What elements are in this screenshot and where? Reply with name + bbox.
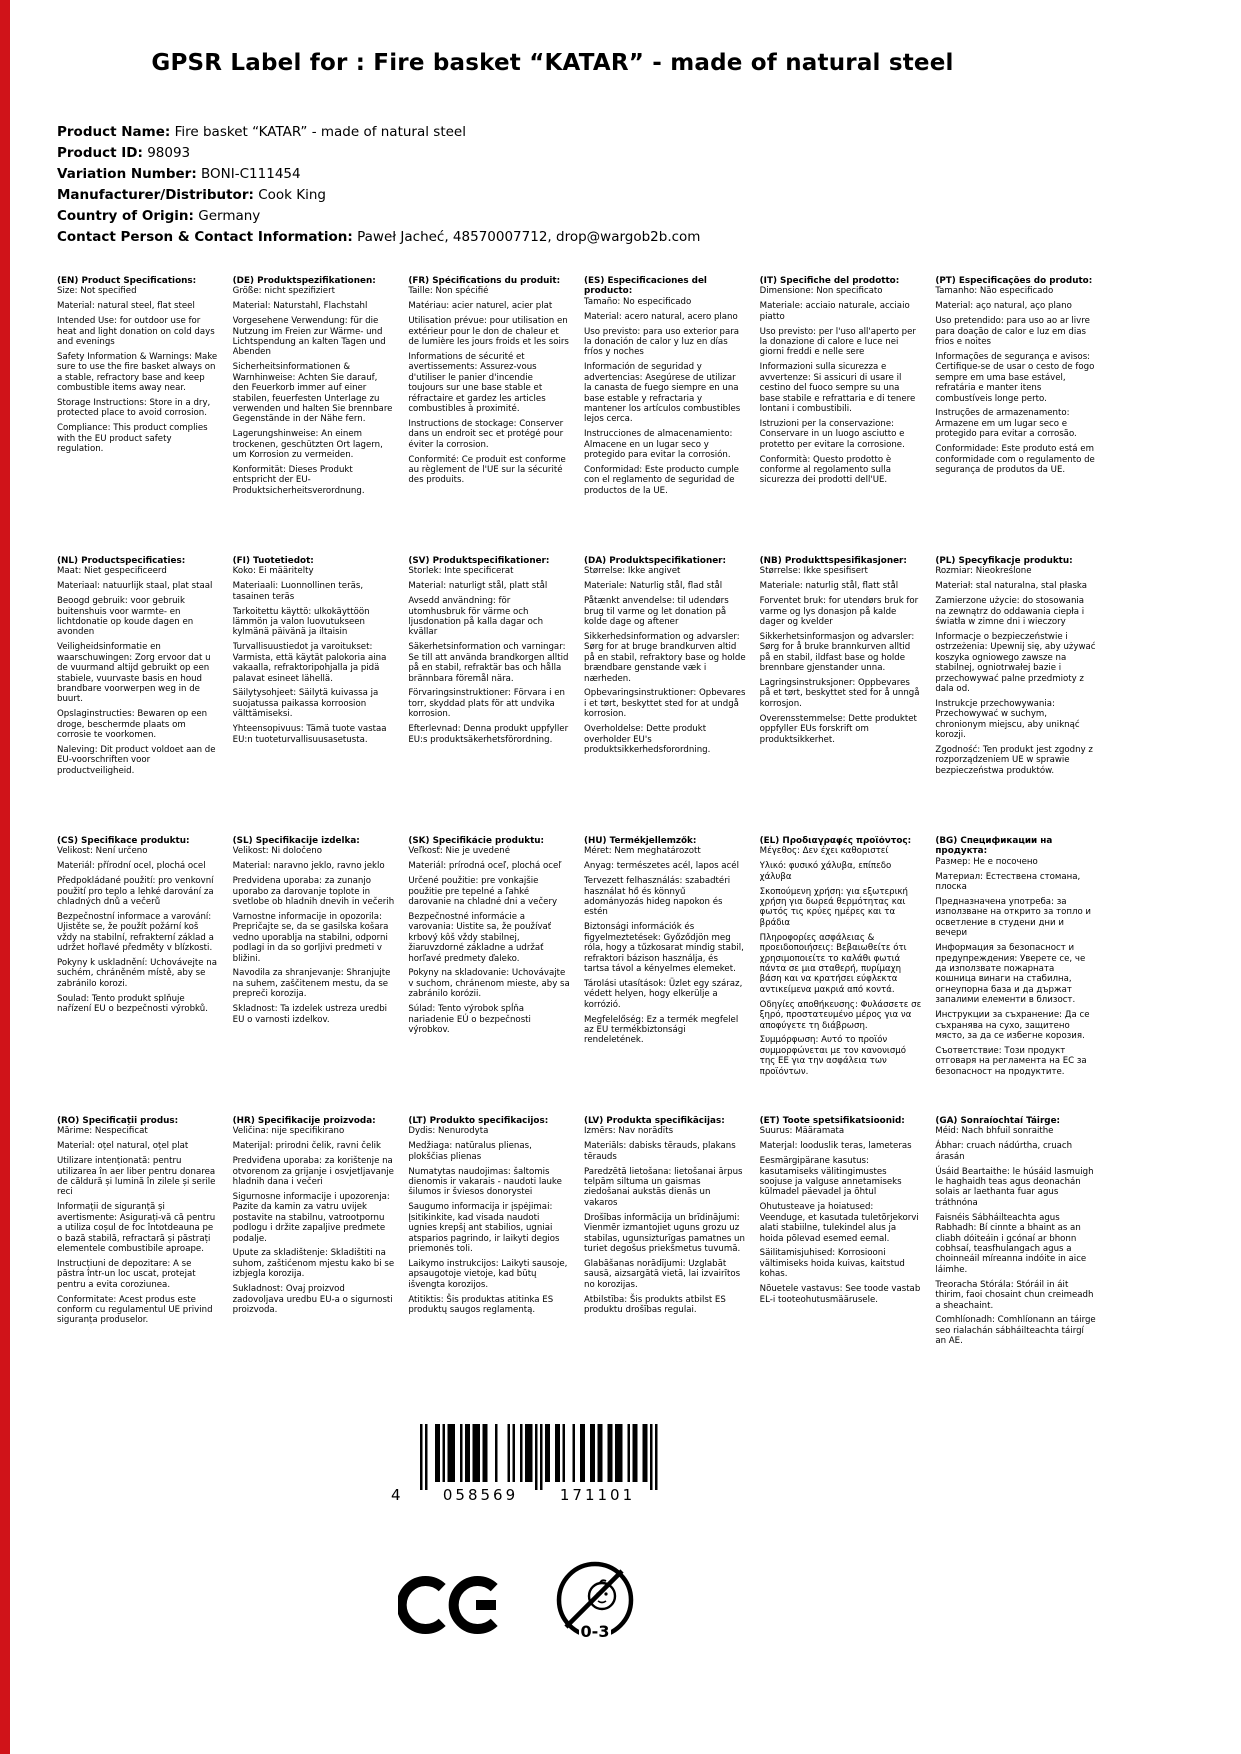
- section-paragraph: Utilizare intenționată: pentru utilizarea în aer liber pentru donarea de căldură și lumină în zilele și serile reci: [57, 1156, 216, 1198]
- manufacturer-value: Cook King: [258, 187, 326, 203]
- section-paragraph: Eesmärgipärane kasutus: kasutamiseks välitingimustes soojuse ja valguse annetamiseks külmadel päevadel ja õhtul: [759, 1156, 902, 1198]
- section-paragraph: Beoogd gebruik: voor gebruik buitenshuis voor warmte- en lichtdonatie op koude dagen en avonden: [57, 596, 194, 638]
- section-paragraph: Materiál: prírodná oceľ, plochá oceľ: [408, 861, 562, 872]
- section-paragraph: Size: Not specified: [57, 286, 137, 297]
- section-paragraph: Påtænkt anvendelse: til udendørs brug til varme og let donation på kolde dage og aftener: [584, 596, 729, 628]
- section-paragraph: Intended Use: for outdoor use for heat and light donation on cold days and evenings: [57, 316, 215, 348]
- product-name-value: Fire basket “KATAR” - made of natural steel: [174, 124, 466, 140]
- section-paragraph: Izmērs: Nav norādīts: [584, 1126, 674, 1137]
- section-paragraph: Säilytysohjeet: Säilytä kuivassa ja suojatussa paikassa korroosion välttämiseksi.: [232, 688, 379, 720]
- section-paragraph: Sikkerhetsinformasjon og advarsler: Sørg for å bruke brannkurven alltid på en stabil, ildfast base og holde brennbare gjenstander unna.: [759, 631, 915, 674]
- section-paragraph: Mărime: Nespecificat: [57, 1126, 148, 1137]
- section-paragraph: Conformité: Ce produit est conforme au règlement de l'UE sur la sécurité des produits.: [408, 454, 566, 486]
- section-title: (NL) Productspecificaties:: [57, 556, 186, 566]
- language-section-cs: [57, 836, 219, 1116]
- language-section-nb: [760, 556, 922, 836]
- section-paragraph: Upute za skladištenje: Skladištiti na suhom, zaštićenom mjestu kako bi se izbjegla korozija.: [232, 1248, 395, 1280]
- section-paragraph: Avsedd användning: för utomhusbruk för värme och ljusdonation på kalla dagar och kvällar: [408, 596, 544, 638]
- section-paragraph: Ohutusteave ja hoiatused: Veenduge, et kasutada tuletõrjekorvi alati stabiilne, tulekindel alus ja hoida põlevad esemed eemal.: [759, 1202, 919, 1244]
- section-paragraph: Veľkosť: Nie je uvedené: [408, 846, 510, 857]
- section-paragraph: Materiál: přírodní ocel, plochá ocel: [57, 861, 206, 872]
- ce-mark-icon: [398, 1574, 502, 1636]
- section-paragraph: Informazioni sulla sicurezza e avvertenze: Si assicuri di usare il cestino del fuoco sempre su una base stabile e refrattaria e di tenere lontani i combustibili.: [759, 362, 916, 414]
- language-section-fr: [408, 276, 570, 556]
- section-paragraph: Nõuetele vastavus: See toode vastab EL-i tooteohutusmäärusele.: [759, 1284, 921, 1305]
- section-paragraph: Varnostne informacije in opozorila: Prepričajte se, da se gasilska košara vedno uporablja na stabilni, odporni podlagi in da so gorljivi predmeti v bližini.: [232, 911, 389, 964]
- section-paragraph: Säilitamisjuhised: Korrosiooni vältimiseks hoida kuivas, kaitstud kohas.: [759, 1248, 905, 1280]
- section-title: (EN) Product Specifications:: [57, 276, 197, 286]
- section-paragraph: Paredzētā lietošana: lietošanai ārpus telpām siltuma un gaismas ziedošanai aukstās dienās un vakaros: [584, 1166, 743, 1208]
- section-paragraph: Förvaringsinstruktioner: Förvara i en torr, skyddad plats för att undvika korrosion.: [408, 688, 565, 720]
- section-paragraph: Størrelse: Ikke spesifisert: [759, 566, 868, 577]
- section-paragraph: Instruções de armazenamento: Armazene em um lugar seco e protegido para evitar a corrosão.: [935, 408, 1077, 440]
- section-paragraph: Informații de siguranță și avertismente: Asigurați-vă că pentru a utiliza coșul de foc întotdeauna pe o bază stabilă, refractară și păstrați elementele combustibile aproape.: [57, 1202, 216, 1254]
- section-paragraph: Material: naravno jeklo, ravno jeklo: [232, 861, 385, 872]
- section-paragraph: Материал: Естествена стомана, плоска: [935, 871, 1081, 893]
- section-paragraph: Materiale: Naturlig stål, flad stål: [584, 581, 723, 592]
- section-paragraph: Treoracha Stórála: Stóráil in áit thirim, faoi chosaint chun creimeadh a sheachaint.: [935, 1279, 1094, 1311]
- contact-value: Paweł Jacheć, 48570007712, drop@wargob2b.com: [357, 229, 701, 245]
- section-title: (HR) Specifikacije proizvoda:: [232, 1116, 376, 1126]
- section-paragraph: Určené použitie: pre vonkajšie použitie pre tepelné a ľahké darovanie na chladné dni a večery: [408, 876, 558, 908]
- section-paragraph: Materiaal: natuurlijk staal, plat staal: [57, 581, 213, 592]
- language-section-bg: [935, 836, 1097, 1116]
- section-paragraph: Instrucțiuni de depozitare: A se păstra într-un loc uscat, protejat pentru a evita coroziunea.: [57, 1258, 196, 1290]
- section-title: (LV) Produkta specifikācijas:: [584, 1116, 725, 1126]
- section-paragraph: Bezpečnostní informace a varování: Ujistěte se, že použít požární koš vždy na stabilní, refrakterní základ a udržet hořlavé předměty v blízkosti.: [57, 911, 214, 954]
- section-paragraph: Yhteensopivuus: Tämä tuote vastaa EU:n tuoteturvallisuusasetusta.: [232, 724, 387, 745]
- section-paragraph: Uso previsto: para uso exterior para la donación de calor y luz en días fríos y noches: [584, 326, 740, 358]
- section-paragraph: Съответствие: Този продукт отговаря на регламента на ЕС за безопасност на продуктите.: [935, 1045, 1087, 1077]
- section-title: (IT) Specifiche del prodotto:: [759, 276, 900, 286]
- product-info-row: [57, 164, 700, 185]
- section-paragraph: Predviđena uporaba: za korištenje na otvorenom za grijanje i osvjetljavanje hladnih dana i večeri: [232, 1156, 394, 1188]
- section-title: (FR) Spécifications du produit:: [408, 276, 561, 286]
- section-paragraph: Conformità: Questo prodotto è conforme al regolamento sulla sicurezza dei prodotti dell'UE.: [759, 454, 892, 486]
- section-paragraph: Instrukcje przechowywania: Przechowywać w suchym, chronionym miejscu, aby uniknąć korozji.: [935, 698, 1080, 741]
- ean-barcode: [420, 1424, 660, 1491]
- section-paragraph: Информация за безопасност и предупреждения: Уверете се, че да използвате пожарната кошница винаги на стабилна, огнеупорна база и да държат запалими елементи в близост.: [935, 943, 1086, 1006]
- language-section-sk: [408, 836, 570, 1116]
- section-paragraph: Instrucciones de almacenamiento: Almacene en un lugar seco y protegido para evitar la corrosión.: [584, 429, 733, 461]
- country-of-origin-value: Germany: [198, 208, 261, 224]
- section-paragraph: Safety Information & Warnings: Make sure to use the fire basket always on a stable, refractory base and keep combustible items away near.: [57, 351, 218, 394]
- section-paragraph: Material: natural steel, flat steel: [57, 301, 195, 312]
- section-paragraph: Инструкции за съхранение: Да се съхранява на сухо, защитено място, за да се избегне корозия.: [935, 1010, 1090, 1041]
- language-section-ga: [935, 1116, 1097, 1396]
- product-info-row: [57, 206, 700, 227]
- section-paragraph: Súlad: Tento výrobok spĺňa nariadenie EÚ o bezpečnosti výrobkov.: [408, 1004, 531, 1035]
- section-paragraph: Предназначена употреба: за използване на открито за топло и осветление в студени дни и вечери: [935, 897, 1092, 939]
- contact-label: Contact Person & Contact Information:: [57, 229, 353, 245]
- section-paragraph: Comhlíonadh: Comhlíonann an táirge seo rialachán sábháilteachta táirgí an AE.: [935, 1315, 1096, 1347]
- product-info-row: [57, 122, 700, 143]
- section-title: (PL) Specyfikacje produktu:: [935, 556, 1073, 566]
- section-paragraph: Velikost: Není určeno: [57, 846, 148, 857]
- product-name-label: Product Name:: [57, 124, 171, 140]
- section-paragraph: Suurus: Määramata: [759, 1126, 845, 1137]
- language-section-pt: [935, 276, 1097, 556]
- section-paragraph: Размер: Не е посочено: [935, 856, 1038, 867]
- section-title: (ES) Especificaciones del producto:: [584, 276, 707, 297]
- section-paragraph: Sikkerhedsinformation og advarsler: Sørg for at bruge brandkurven altid på en stabil, refraktory base og holde brændbare genstande væk i nærheden.: [584, 631, 746, 684]
- section-paragraph: Méid: Nach bhfuil sonraithe: [935, 1126, 1054, 1137]
- section-paragraph: Material: aço natural, aço plano: [935, 301, 1072, 312]
- barcode-digit-group: 058569: [442, 1486, 519, 1504]
- section-paragraph: Numatytas naudojimas: šaltomis dienomis ir vakarais - naudoti lauke šilumos ir šviesos donorystei: [408, 1166, 562, 1198]
- section-paragraph: Rozmiar: Nieokreślone: [935, 566, 1032, 577]
- section-paragraph: Tamanho: Não especificado: [935, 286, 1054, 297]
- section-paragraph: Turvallisuustiedot ja varoitukset: Varmista, että käytät palokoria aina vakaalla, refraktoripohjalla ja pidä palavat esineet lähellä.: [232, 642, 387, 684]
- section-paragraph: Pokyny na skladovanie: Uchovávajte v suchom, chránenom mieste, aby sa zabránilo korózii.: [408, 968, 570, 1000]
- section-paragraph: Předpokládané použití: pro venkovní použití pro teplo a lehké darování za chladných dnů a večerů: [57, 876, 214, 908]
- section-paragraph: Medžiaga: natūralus plienas, plokščias plienas: [408, 1141, 532, 1162]
- section-paragraph: Istruzioni per la conservazione: Conservare in un luogo asciutto e protetto per evitare la corrosione.: [759, 418, 905, 450]
- section-title: (DE) Produktspezifikationen:: [232, 276, 376, 286]
- language-section-fi: [233, 556, 395, 836]
- barcode-digit-group: 171101: [559, 1486, 636, 1504]
- product-info-row: [57, 185, 700, 206]
- variation-number-value: BONI-C111454: [201, 166, 301, 182]
- age-warning-text: 0-3: [580, 1622, 610, 1641]
- section-paragraph: Forventet bruk: for utendørs bruk for varme og lys donasjon på kalde dager og kvelder: [759, 596, 919, 628]
- section-title: (EL) Προδιαγραφές προϊόντος:: [759, 836, 912, 846]
- section-title: (SV) Produktspecifikationer:: [408, 556, 550, 566]
- section-title: (PT) Especificações do produto:: [935, 276, 1093, 286]
- section-paragraph: Navodila za shranjevanje: Shranjujte na suhem, zaščitenem mestu, da se prepreči korozija.: [232, 968, 391, 1000]
- page-title: GPSR Label for : Fire basket “KATAR” - made of natural steel: [151, 50, 954, 76]
- product-id-value: 98093: [147, 145, 191, 161]
- section-paragraph: Materiale: naturlig stål, flatt stål: [759, 581, 899, 592]
- section-paragraph: Sicherheitsinformationen & Warnhinweise: Achten Sie darauf, den Feuerkorb immer auf einer stabilen, feuerfesten Unterlage zu verwenden und halten Sie brennbare Gegenstände in der Nähe fern.: [232, 362, 393, 425]
- section-paragraph: Lagerungshinweise: An einem trockenen, geschützten Ort lagern, um Korrosion zu vermeiden.: [232, 429, 383, 461]
- section-title: (FI) Tuotetiedot:: [232, 556, 314, 566]
- language-section-da: [584, 556, 746, 836]
- section-title: (SL) Specifikacije izdelka:: [232, 836, 360, 846]
- section-paragraph: Predvidena uporaba: za zunanjo uporabo za darovanje toplote in svetlobe ob hladnih dnevih in večerih: [232, 876, 395, 908]
- variation-number-label: Variation Number:: [57, 166, 197, 182]
- section-paragraph: Materiał: stal naturalna, stal płaska: [935, 581, 1088, 592]
- section-paragraph: Soulad: Tento produkt splňuje nařízení EU o bezpečnosti výrobků.: [57, 993, 208, 1015]
- section-paragraph: Úsáid Beartaithe: le húsáid lasmuigh le haghaidh teas agus deonachán solais ar laethanta fuar agus tráthnóna: [935, 1166, 1094, 1208]
- section-paragraph: Utilisation prévue: pour utilisation en extérieur pour le don de chaleur et de lumière les jours froids et les soirs: [408, 316, 569, 348]
- section-paragraph: Informações de segurança e avisos: Certifique-se de usar o cesto de fogo sempre em uma base estável, refratária e manter itens combustíveis longe perto.: [935, 351, 1095, 404]
- section-paragraph: Konformität: Dieses Produkt entspricht der EU-Produktsicherheitsverordnung.: [232, 465, 365, 496]
- section-paragraph: Conformitate: Acest produs este conform cu regulamentul UE privind siguranța produselor.: [57, 1294, 213, 1326]
- section-paragraph: Materiāls: dabisks tērauds, plakans tērauds: [584, 1141, 736, 1162]
- section-paragraph: Drošības informācija un brīdinājumi: Vienmēr izmantojiet uguns grozu uz stabilas, ugunsizturīgas pamatnes un turiet degošus priekšmetus tuvumā.: [584, 1212, 745, 1254]
- product-info-row: [57, 143, 700, 164]
- section-title: (RO) Specificații produs:: [57, 1116, 179, 1126]
- section-paragraph: Efterlevnad: Denna produkt uppfyller EU:s produktsäkerhetsförordning.: [408, 724, 569, 745]
- section-paragraph: Materjal: looduslik teras, lameteras: [759, 1141, 912, 1152]
- section-paragraph: Οδηγίες αποθήκευσης: Φυλάσσετε σε ξηρό, προστατευμένο μέρος για να αποφύγετε τη διάβρωση.: [759, 999, 922, 1031]
- section-paragraph: Maat: Niet gespecificeerd: [57, 566, 167, 577]
- section-paragraph: Säkerhetsinformation och varningar: Se till att använda brandkorgen alltid på en stabil, refraktär bas och hålla brännbara föremål nära.: [408, 642, 569, 684]
- section-paragraph: Sukladnost: Ovaj proizvod zadovoljava uredbu EU-a o sigurnosti proizvoda.: [232, 1284, 393, 1315]
- section-paragraph: Materiaali: Luonnollinen teräs, tasainen teräs: [232, 581, 364, 602]
- section-paragraph: Overholdelse: Dette produkt overholder EU's produktsikkerhedsforordning.: [584, 724, 711, 755]
- section-title: (CS) Specifikace produktu:: [57, 836, 190, 846]
- age-warning-icon: [552, 1556, 638, 1652]
- section-paragraph: Dydis: Nenurodyta: [408, 1126, 489, 1137]
- section-title: (SK) Špecifikácie produktu:: [408, 836, 545, 846]
- manufacturer-label: Manufacturer/Distributor:: [57, 187, 254, 203]
- section-paragraph: Atbilstība: Šis produkts atbilst ES produktu drošības regulai.: [584, 1294, 726, 1315]
- section-paragraph: Información de seguridad y advertencias: Asegúrese de utilizar la canasta de fuego siempre en una base estable y refractaria y mantener los artículos combustibles lejos cerca.: [584, 362, 741, 425]
- barcode-digit-group: 4: [391, 1486, 401, 1504]
- section-paragraph: Faisnéis Sábháilteachta agus Rabhadh: Bí cinnte a bhaint as an cliabh dóiteáin i gcónaí ar bhonn cobhsaí, teasfhulangach agus a choinneáil míreanna indóite in aice láimhe.: [935, 1212, 1087, 1275]
- section-paragraph: Informacje o bezpieczeństwie i ostrzeżenia: Upewnij się, aby używać koszyka ogniowego zawsze na stabilnej, ogniotrwałej bazie i przechowywać palne przedmioty z dala od.: [935, 631, 1096, 694]
- section-paragraph: Bezpečnostné informácie a varovania: Uistite sa, že používať krbový kôš vždy stabilnej, žiaruvzdorné základne a udržať horľavé predmety ďaleko.: [408, 911, 552, 964]
- section-paragraph: Størrelse: Ikke angivet: [584, 566, 681, 577]
- section-paragraph: Compliance: This product complies with the EU product safety regulation.: [57, 423, 208, 455]
- section-title: (HU) Termékjellemzők:: [584, 836, 697, 846]
- language-section-et: [760, 1116, 922, 1396]
- section-paragraph: Conformidad: Este producto cumple con el reglamento de seguridad de productos de la UE.: [584, 465, 739, 496]
- section-paragraph: Atitiktis: Šis produktas atitinka ES produktų saugos reglamentą.: [408, 1294, 554, 1315]
- section-paragraph: Opslaginstructies: Bewaren op een droge, beschermde plaats om corrosie te voorkomen.: [57, 709, 208, 741]
- section-paragraph: Instructions de stockage: Conserver dans un endroit sec et protégé pour éviter la corrosion.: [408, 418, 564, 450]
- section-paragraph: Ábhar: cruach nádúrtha, cruach árasán: [935, 1141, 1073, 1162]
- section-paragraph: Matériau: acier naturel, acier plat: [408, 301, 553, 312]
- section-title: (LT) Produkto specifikacijos:: [408, 1116, 549, 1126]
- red-accent-bar: [0, 0, 10, 1754]
- section-paragraph: Größe: nicht spezifiziert: [232, 286, 335, 297]
- section-paragraph: Laikymo instrukcijos: Laikyti sausoje, apsaugotoje vietoje, kad būtų išvengta korozijos.: [408, 1258, 568, 1290]
- section-paragraph: Μέγεθος: Δεν έχει καθοριστεί: [759, 846, 889, 857]
- section-paragraph: Zgodność: Ten produkt jest zgodny z rozporządzeniem UE w sprawie bezpieczeństwa produktów.: [935, 745, 1093, 776]
- section-paragraph: Tamaño: No especificado: [584, 296, 692, 307]
- section-paragraph: Megfelelőség: Ez a termék megfelel az EU termékbiztonsági rendeletének.: [584, 1014, 739, 1046]
- section-title: (NB) Produkttspesifikasjoner:: [759, 556, 907, 566]
- section-paragraph: Overensstemmelse: Dette produktet oppfyller EUs forskrift om produktsikkerhet.: [759, 713, 917, 745]
- language-section-es: [584, 276, 746, 556]
- language-section-lv: [584, 1116, 746, 1396]
- section-paragraph: Conformidade: Este produto está em conformidade com o regulamento de segurança de produtos da UE.: [935, 444, 1095, 475]
- section-paragraph: Material: Naturstahl, Flachstahl: [232, 301, 368, 312]
- country-of-origin-label: Country of Origin:: [57, 208, 194, 224]
- section-paragraph: Skladnost: Ta izdelek ustreza uredbi EU o varnosti izdelkov.: [232, 1004, 388, 1025]
- language-section-ro: [57, 1116, 219, 1396]
- section-paragraph: Sigurnosne informacije i upozorenja: Pazite da kamin za vatru uvijek postavite na stabilnu, vatrootpornu podlogu i držite zapaljive predmete podalje.: [232, 1191, 390, 1244]
- section-paragraph: Veiligheidsinformatie en waarschuwingen: Zorg ervoor dat u de vuurmand altijd gebruikt op een stabiele, vuurvaste basis en houd brandbare voorwerpen weg in de buurt.: [57, 642, 211, 705]
- section-paragraph: Méret: Nem meghatározott: [584, 846, 701, 857]
- section-paragraph: Material: oțel natural, oțel plat: [57, 1141, 189, 1152]
- section-paragraph: Anyag: természetes acél, lapos acél: [584, 861, 739, 872]
- section-paragraph: Biztonsági információk és figyelmeztetések: Győződjön meg róla, hogy a tűzkosarat mindig stabil, refraktori bázison használja, és tartsa távol a kényelmes elemeket.: [584, 922, 744, 974]
- language-section-it: [760, 276, 922, 556]
- section-paragraph: Lagringsinstruksjoner: Oppbevares på et tørt, beskyttet sted for å unngå korrosjon.: [759, 678, 920, 709]
- section-paragraph: Dimensione: Non specificato: [759, 286, 883, 297]
- section-title: (ET) Toote spetsifikatsioonid:: [759, 1116, 905, 1126]
- section-paragraph: Material: naturligt stål, platt stål: [408, 581, 548, 592]
- section-paragraph: Uso previsto: per l'uso all'aperto per la donazione di calore e luce nei giorni freddi e nelle sere: [759, 326, 916, 358]
- section-paragraph: Uso pretendido: para uso ao ar livre para doação de calor e luz em dias frios e noites: [935, 316, 1090, 348]
- section-paragraph: Tervezett felhasználás: szabadtéri használat hő és könnyű adományozás hideg napokon és estén: [584, 876, 731, 918]
- section-paragraph: Storage Instructions: Store in a dry, protected place to avoid corrosion.: [57, 398, 211, 419]
- section-paragraph: Naleving: Dit product voldoet aan de EU-voorschriften voor productveiligheid.: [57, 745, 216, 776]
- section-paragraph: Glabāšanas norādījumi: Uzglabāt sausā, aizsargātā vietā, lai izvairītos no korozijas.: [584, 1258, 741, 1290]
- section-paragraph: Vorgesehene Verwendung: für die Nutzung im Freien zur Wärme- und Lichtspendung an kalten Tagen und Abenden: [232, 316, 386, 358]
- product-id-label: Product ID:: [57, 145, 143, 161]
- language-section-hr: [233, 1116, 395, 1396]
- section-paragraph: Σκοπούμενη χρήση: για εξωτερική χρήση για δωρεά θερμότητας και φωτός τις κρύες ημέρες και τα βράδια: [759, 886, 909, 928]
- section-paragraph: Storlek: Inte specificerat: [408, 566, 514, 577]
- language-section-sv: [408, 556, 570, 836]
- language-section-lt: [408, 1116, 570, 1396]
- section-title: (DA) Produktspecifikationer:: [584, 556, 727, 566]
- language-section-pl: [935, 556, 1097, 836]
- language-section-de: [233, 276, 395, 556]
- section-paragraph: Velikost: Ni določeno: [232, 846, 322, 857]
- section-paragraph: Συμμόρφωση: Αυτό το προϊόν συμμορφώνεται με τον κανονισμό της ΕΕ για την ασφάλεια των προϊόντων.: [759, 1035, 906, 1077]
- section-paragraph: Materiale: acciaio naturale, acciaio piatto: [759, 301, 910, 322]
- section-paragraph: Taille: Non spécifié: [408, 286, 489, 297]
- language-section-el: [760, 836, 922, 1116]
- section-title: (BG) Спецификации на продукта:: [935, 836, 1053, 857]
- section-paragraph: Tarkoitettu käyttö: ulkokäyttöön lämmön ja valon luovutukseen kylmänä päivänä ja iltaisin: [232, 606, 370, 638]
- product-info-row: [57, 227, 700, 248]
- section-paragraph: Materijal: prirodni čelik, ravni čelik: [232, 1141, 382, 1152]
- section-paragraph: Opbevaringsinstruktioner: Opbevares i et tørt, beskyttet sted for at undgå korrosion.: [584, 688, 746, 720]
- section-paragraph: Saugumo informacija ir įspėjimai: Įsitikinkite, kad visada naudoti ugnies krepšį ant stabilios, ugniai atsparios pagrindo, ir laikyti degios priemonės toli.: [408, 1202, 560, 1254]
- section-title: (GA) Sonraíochtaí Táirge:: [935, 1116, 1061, 1126]
- section-paragraph: Material: acero natural, acero plano: [584, 311, 738, 322]
- language-section-sl: [233, 836, 395, 1116]
- section-paragraph: Υλικό: φυσικό χάλυβα, επίπεδο χάλυβα: [759, 861, 892, 882]
- section-paragraph: Tárolási utasítások: Üzlet egy száraz, védett helyen, hogy elkerülje a korrózió.: [584, 978, 743, 1010]
- language-section-hu: [584, 836, 746, 1116]
- product-info: [57, 122, 700, 248]
- label-sections-grid: [57, 276, 1097, 1396]
- section-paragraph: Zamierzone użycie: do stosowania na zewnątrz do oddawania ciepła i światła w zimne dni i wieczory: [935, 596, 1085, 628]
- language-section-nl: [57, 556, 219, 836]
- section-paragraph: Koko: Ei määritelty: [232, 566, 314, 577]
- section-paragraph: Veličina: nije specifikirano: [232, 1126, 345, 1137]
- section-paragraph: Informations de sécurité et avertissements: Assurez-vous d'utiliser le panier d'incendie toujours sur une base stable et réfractaire et gardez les articles combustibles à proximité.: [408, 351, 546, 414]
- section-paragraph: Pokyny k uskladnění: Uchovávejte na suchém, chráněném místě, aby se zabránilo korozi.: [57, 958, 217, 989]
- section-paragraph: Πληροφορίες ασφάλειας & προειδοποιήσεις: Βεβαιωθείτε ότι χρησιμοποιείτε το καλάθι φωτιά πάντα σε μια σταθερή, πυρίμαχη βάση και να κρατήσει εύφλεκτα αντικείμενα μακριά από κοντά.: [759, 932, 907, 995]
- language-section-en: [57, 276, 219, 556]
